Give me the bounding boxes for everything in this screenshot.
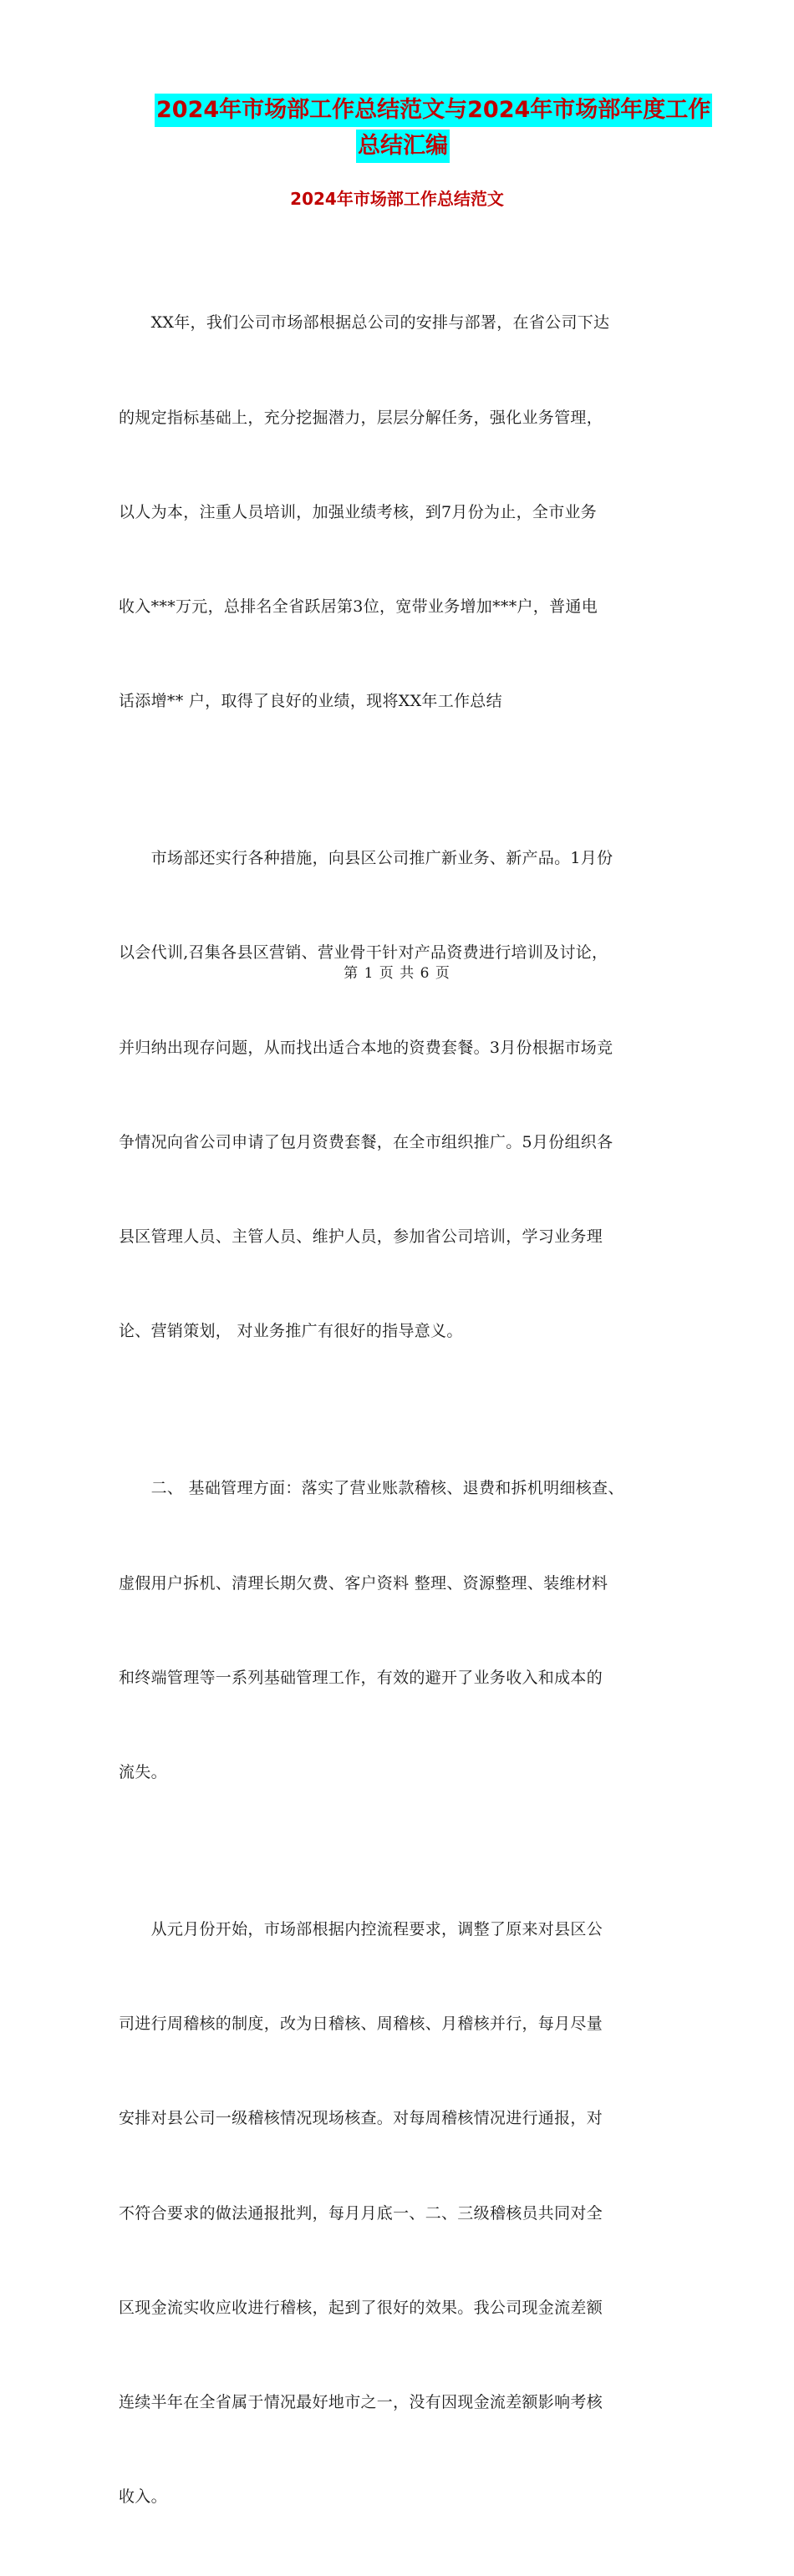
paragraph-3 bbox=[119, 1410, 674, 1852]
paragraph-2 bbox=[119, 780, 674, 1410]
text-line: 并归纳出现存问题，从而找出适合本地的资费套餐。3月份根据市场竞 bbox=[119, 1038, 613, 1057]
text-line: 县区管理人员、主管人员、维护人员，参加省公司培训，学习业务理 bbox=[119, 1227, 603, 1246]
text-line: 话添增** 户，取得了良好的业绩，现将XX年工作总结 bbox=[119, 691, 502, 710]
text-line: 收入***万元，总排名全省跃居第3位，宽带业务增加***户，普通电 bbox=[119, 597, 598, 616]
text-line: 争情况向省公司申请了包月资费套餐，在全市组织推广。5月份组织各 bbox=[119, 1132, 613, 1151]
paragraph-1 bbox=[119, 245, 674, 780]
text-line: 收入。 bbox=[119, 2487, 167, 2506]
text-line: 从元月份开始，市场部根据内控流程要求，调整了原来对县区公 bbox=[119, 1920, 603, 1939]
text-line: 流失。 bbox=[119, 1762, 167, 1781]
text-line: 不符合要求的做法通报批判，每月月底一、二、三级稽核员共同对全 bbox=[119, 2203, 603, 2223]
text-line: 市场部还实行各种措施，向县区公司推广新业务、新产品。1月份 bbox=[119, 849, 613, 868]
title-line-1: 2024年市场部工作总结范文与2024年市场部年度工作 bbox=[155, 94, 712, 127]
text-line: 论、营销策划， 对业务推广有很好的指导意义。 bbox=[119, 1321, 463, 1340]
text-line: 连续半年在全省属于情况最好地市之一，没有因现金流差额影响考核 bbox=[119, 2392, 603, 2411]
text-line: 和终端管理等一系列基础管理工作，有效的避开了业务收入和成本的 bbox=[119, 1668, 603, 1687]
text-line: 的规定指标基础上，充分挖掘潜力，层层分解任务，强化业务管理， bbox=[119, 408, 603, 427]
text-line: 二、 基础管理方面：落实了营业账款稽核、退费和拆机明细核查、 bbox=[119, 1479, 624, 1498]
paragraph-4 bbox=[119, 1852, 674, 2576]
text-line: 虚假用户拆机、清理长期欠费、客户资料 整理、资源整理、装维材料 bbox=[119, 1573, 608, 1593]
text-line: 司进行周稽核的制度，改为日稽核、周稽核、月稽核并行，每月尽量 bbox=[119, 2015, 603, 2034]
page-footer: 第 1 页 共 6 页 bbox=[344, 965, 450, 982]
title-line-2: 总结汇编 bbox=[356, 130, 450, 163]
text-line: 以人为本，注重人员培训，加强业绩考核，到7月份为止，全市业务 bbox=[119, 502, 598, 521]
text-line: 安排对县公司一级稽核情况现场核查。对每周稽核情况进行通报，对 bbox=[119, 2109, 603, 2128]
text-line: XX年，我们公司市场部根据总公司的安排与部署，在省公司下达 bbox=[119, 313, 610, 333]
text-line: 以会代训,召集各县区营销、营业骨干针对产品资费进行培训及讨论， bbox=[119, 943, 608, 963]
text-line: 区现金流实收应收进行稽核，起到了很好的效果。我公司现金流差额 bbox=[119, 2298, 603, 2317]
body-text bbox=[119, 245, 674, 2576]
section-heading: 2024年市场部工作总结范文 bbox=[290, 189, 504, 209]
